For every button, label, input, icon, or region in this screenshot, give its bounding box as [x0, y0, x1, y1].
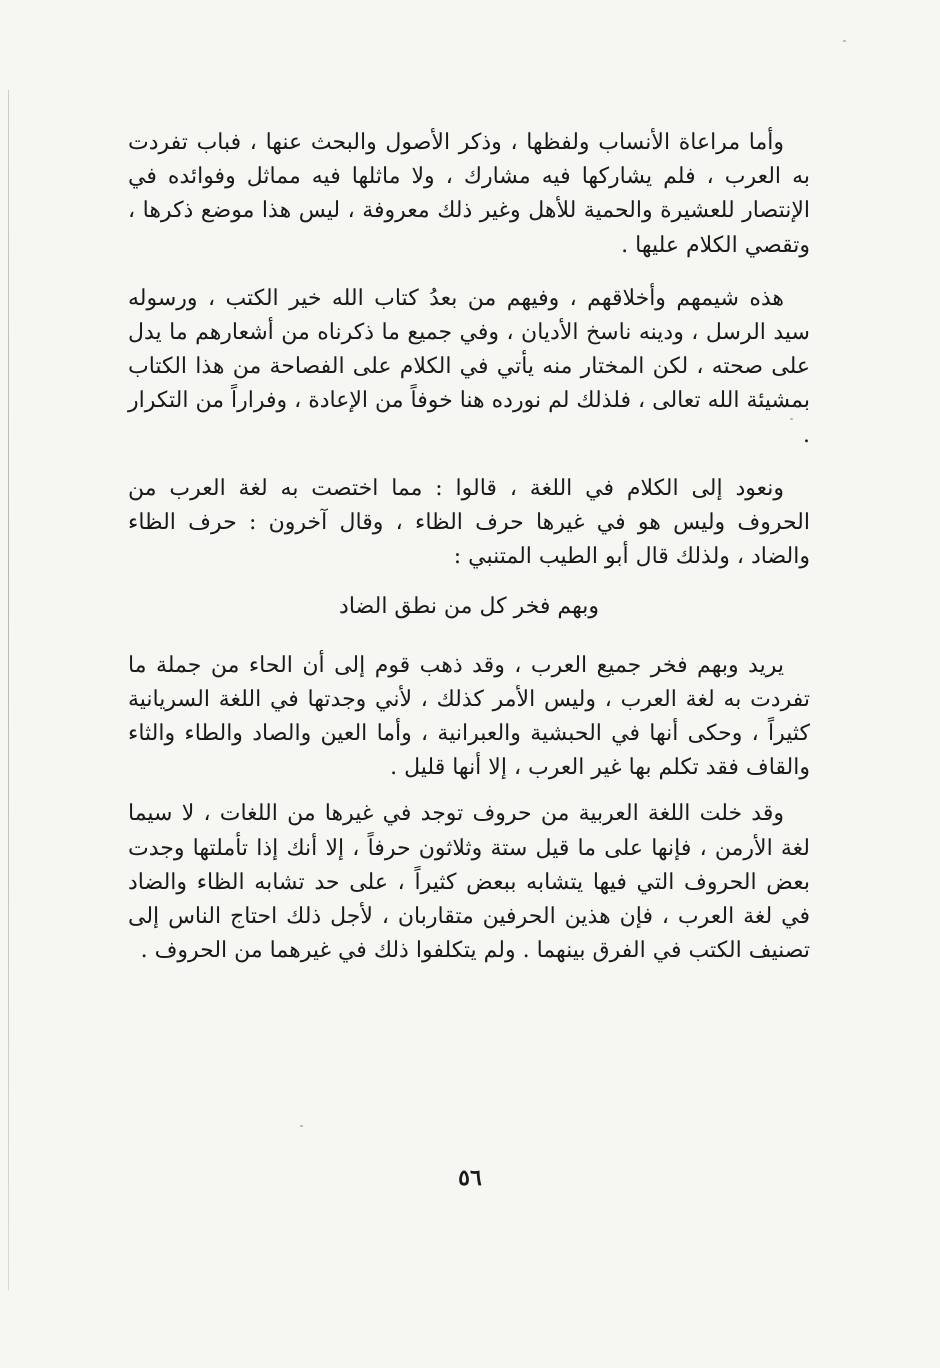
page-body [128, 126, 810, 968]
paragraph-genealogy: وأما مراعاة الأنساب ولفظها ، وذكر الأصول والبحث عنها ، فباب تفردت به العرب ، فلم يشاركها فيه مشارك ، ولا ماثلها فيه مماثل وفوائده في الإنتصار للعشيرة والحمية للأهل وغير ذلك معروفة ، ليس هذا موضع ذكرها ، وتقصي الكلام عليها . [128, 130, 810, 258]
paragraph-language: ونعود إلى الكلام في اللغة ، قالوا : مما اختصت به لغة العرب من الحروف وليس هو في غيرها حرف الظاء ، وقال آخرون : حرف الظاء والضاد ، ولذلك قال أبو الطيب المتنبي : [128, 475, 810, 570]
scan-speck [300, 1125, 303, 1127]
scan-speck [790, 418, 793, 420]
paragraph-character: هذه شيمهم وأخلاقهم ، وفيهم من بعدُ كتاب الله خير الكتب ، ورسوله سيد الرسل ، ودينه ناسخ الأديان ، وفي جميع ما ذكرناه من أشعارهم ما يدل على صحته ، لكن المختار منه يأتي في الكلام على الفصاحة من هذا الكتاب بمشيئة الله تعالى ، فلذلك لم نورده هنا خوفاً من الإعادة ، وفراراً من التكرار . [128, 285, 810, 448]
paragraph-haa: يريد وبهم فخر جميع العرب ، وقد ذهب قوم إلى أن الحاء من جملة ما تفردت به لغة العرب ، وليس الأمر كذلك ، لأني وجدتها في اللغة السريانية كثيراً ، وحكى أنها في الحبشية والعبرانية ، وأما العين والصاد والطاء والثاء والقاف فقد تكلم بها غير العرب ، إلا أنها قليل . [128, 652, 810, 781]
scan-edge-line [8, 90, 9, 1290]
poetry-verse: وبهم فخر كل من نطق الضاد [339, 594, 599, 620]
page-number: ٥٦ [458, 1165, 482, 1191]
scan-speck [843, 40, 846, 42]
paragraph-letters: وقد خلت اللغة العربية من حروف توجد في غيرها من اللغات ، لا سيما لغة الأرمن ، فإنها على ما قيل ستة وثلاثون حرفاً ، إلا أنك إذا تأملتها وجدت بعض الحروف التي فيها يتشابه ببعض كثيراً ، على حد تشابه الظاء والضاد في لغة العرب ، فإن هذين الحرفين متقاربان ، لأجل ذلك احتاج الناس إلى تصنيف الكتب في الفرق بينهما . ولم يتكلفوا ذلك في غيرهما من الحروف . [128, 801, 810, 964]
